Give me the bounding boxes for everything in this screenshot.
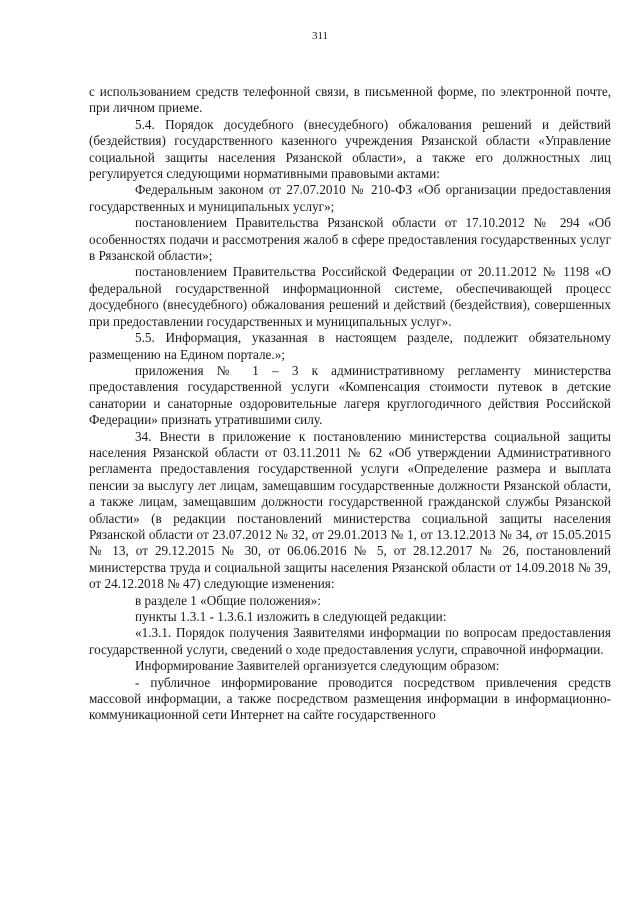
paragraph: 5.5. Информация, указанная в настоящем разделе, подлежит обязательному размещению на Едином портале.»; <box>89 330 611 362</box>
paragraph: 5.4. Порядок досудебного (внесудебного) обжалования решений и действий (бездействия) государственного казенного учреждения Рязанской области «Управление социальной защиты населения Рязанской области», а также его должностных лиц регулируется следующими нормативными правовыми актами: <box>89 116 611 182</box>
paragraph: «1.3.1. Порядок получения Заявителями информации по вопросам предоставления государственной услуги, сведений о ходе предоставления услуги, справочной информации. <box>89 625 611 657</box>
paragraph: приложения № 1 – 3 к административному регламенту министерства предоставления государственной услуги «Компенсация стоимости путевок в детские санатории и санаторные оздоровительные лагеря круглогодичного действия Российской Федерации» признать утратившими силу. <box>89 362 611 428</box>
page-number: 311 <box>311 30 329 42</box>
paragraph: 34. Внести в приложение к постановлению министерства социальной защиты населения Рязанской области от 03.11.2011 № 62 «Об утверждении Административного регламента предоставления государственной услуги «Определение размера и выплата пенсии за выслугу лет лицам, замещавшим государственные должности Рязанской области, а также лицам, замещавшим должности государственной гражданской службы Рязанской области» (в редакции постановлений министерства социальной защиты населения Рязанской области от 23.07.2012 № 32, от 29.01.2013 № 1, от 13.12.2013 № 34, от 15.05.2015 № 13, от 29.12.2015 № 30, от 06.06.2016 № 5, от 28.12.2017 № 26, постановлений министерства труда и социальной защиты населения Рязанской области от 14.09.2018 № 39, от 24.12.2018 № 47) следующие изменения: <box>89 428 611 592</box>
paragraph: в разделе 1 «Общие положения»: <box>135 592 321 608</box>
paragraph: - публичное информирование проводится посредством привлечения средств массовой информации, а также посредством размещения информации в информационно-коммуникационной сети Интернет на сайте государственного <box>89 674 611 723</box>
document-body <box>89 84 611 724</box>
paragraph: Информирование Заявителей организуется следующим образом: <box>135 658 500 674</box>
paragraph: с использованием средств телефонной связи, в письменной форме, по электронной почте, при личном приеме. <box>89 84 611 116</box>
paragraph: постановлением Правительства Рязанской области от 17.10.2012 № 294 «Об особенностях подачи и рассмотрения жалоб в сфере предоставления государственных услуг в Рязанской области»; <box>89 215 611 264</box>
paragraph: Федеральным законом от 27.07.2010 № 210-ФЗ «Об организации предоставления государственных и муниципальных услуг»; <box>89 182 611 214</box>
paragraph: пункты 1.3.1 - 1.3.6.1 изложить в следующей редакции: <box>135 609 447 624</box>
paragraph: постановлением Правительства Российской Федерации от 20.11.2012 № 1198 «О федеральной государственной информационной системе, обеспечивающей процесс досудебного (внесудебного) обжалования решений и действий (бездействия), совершенных при предоставлении государственных и муниципальных услуг». <box>89 264 611 329</box>
